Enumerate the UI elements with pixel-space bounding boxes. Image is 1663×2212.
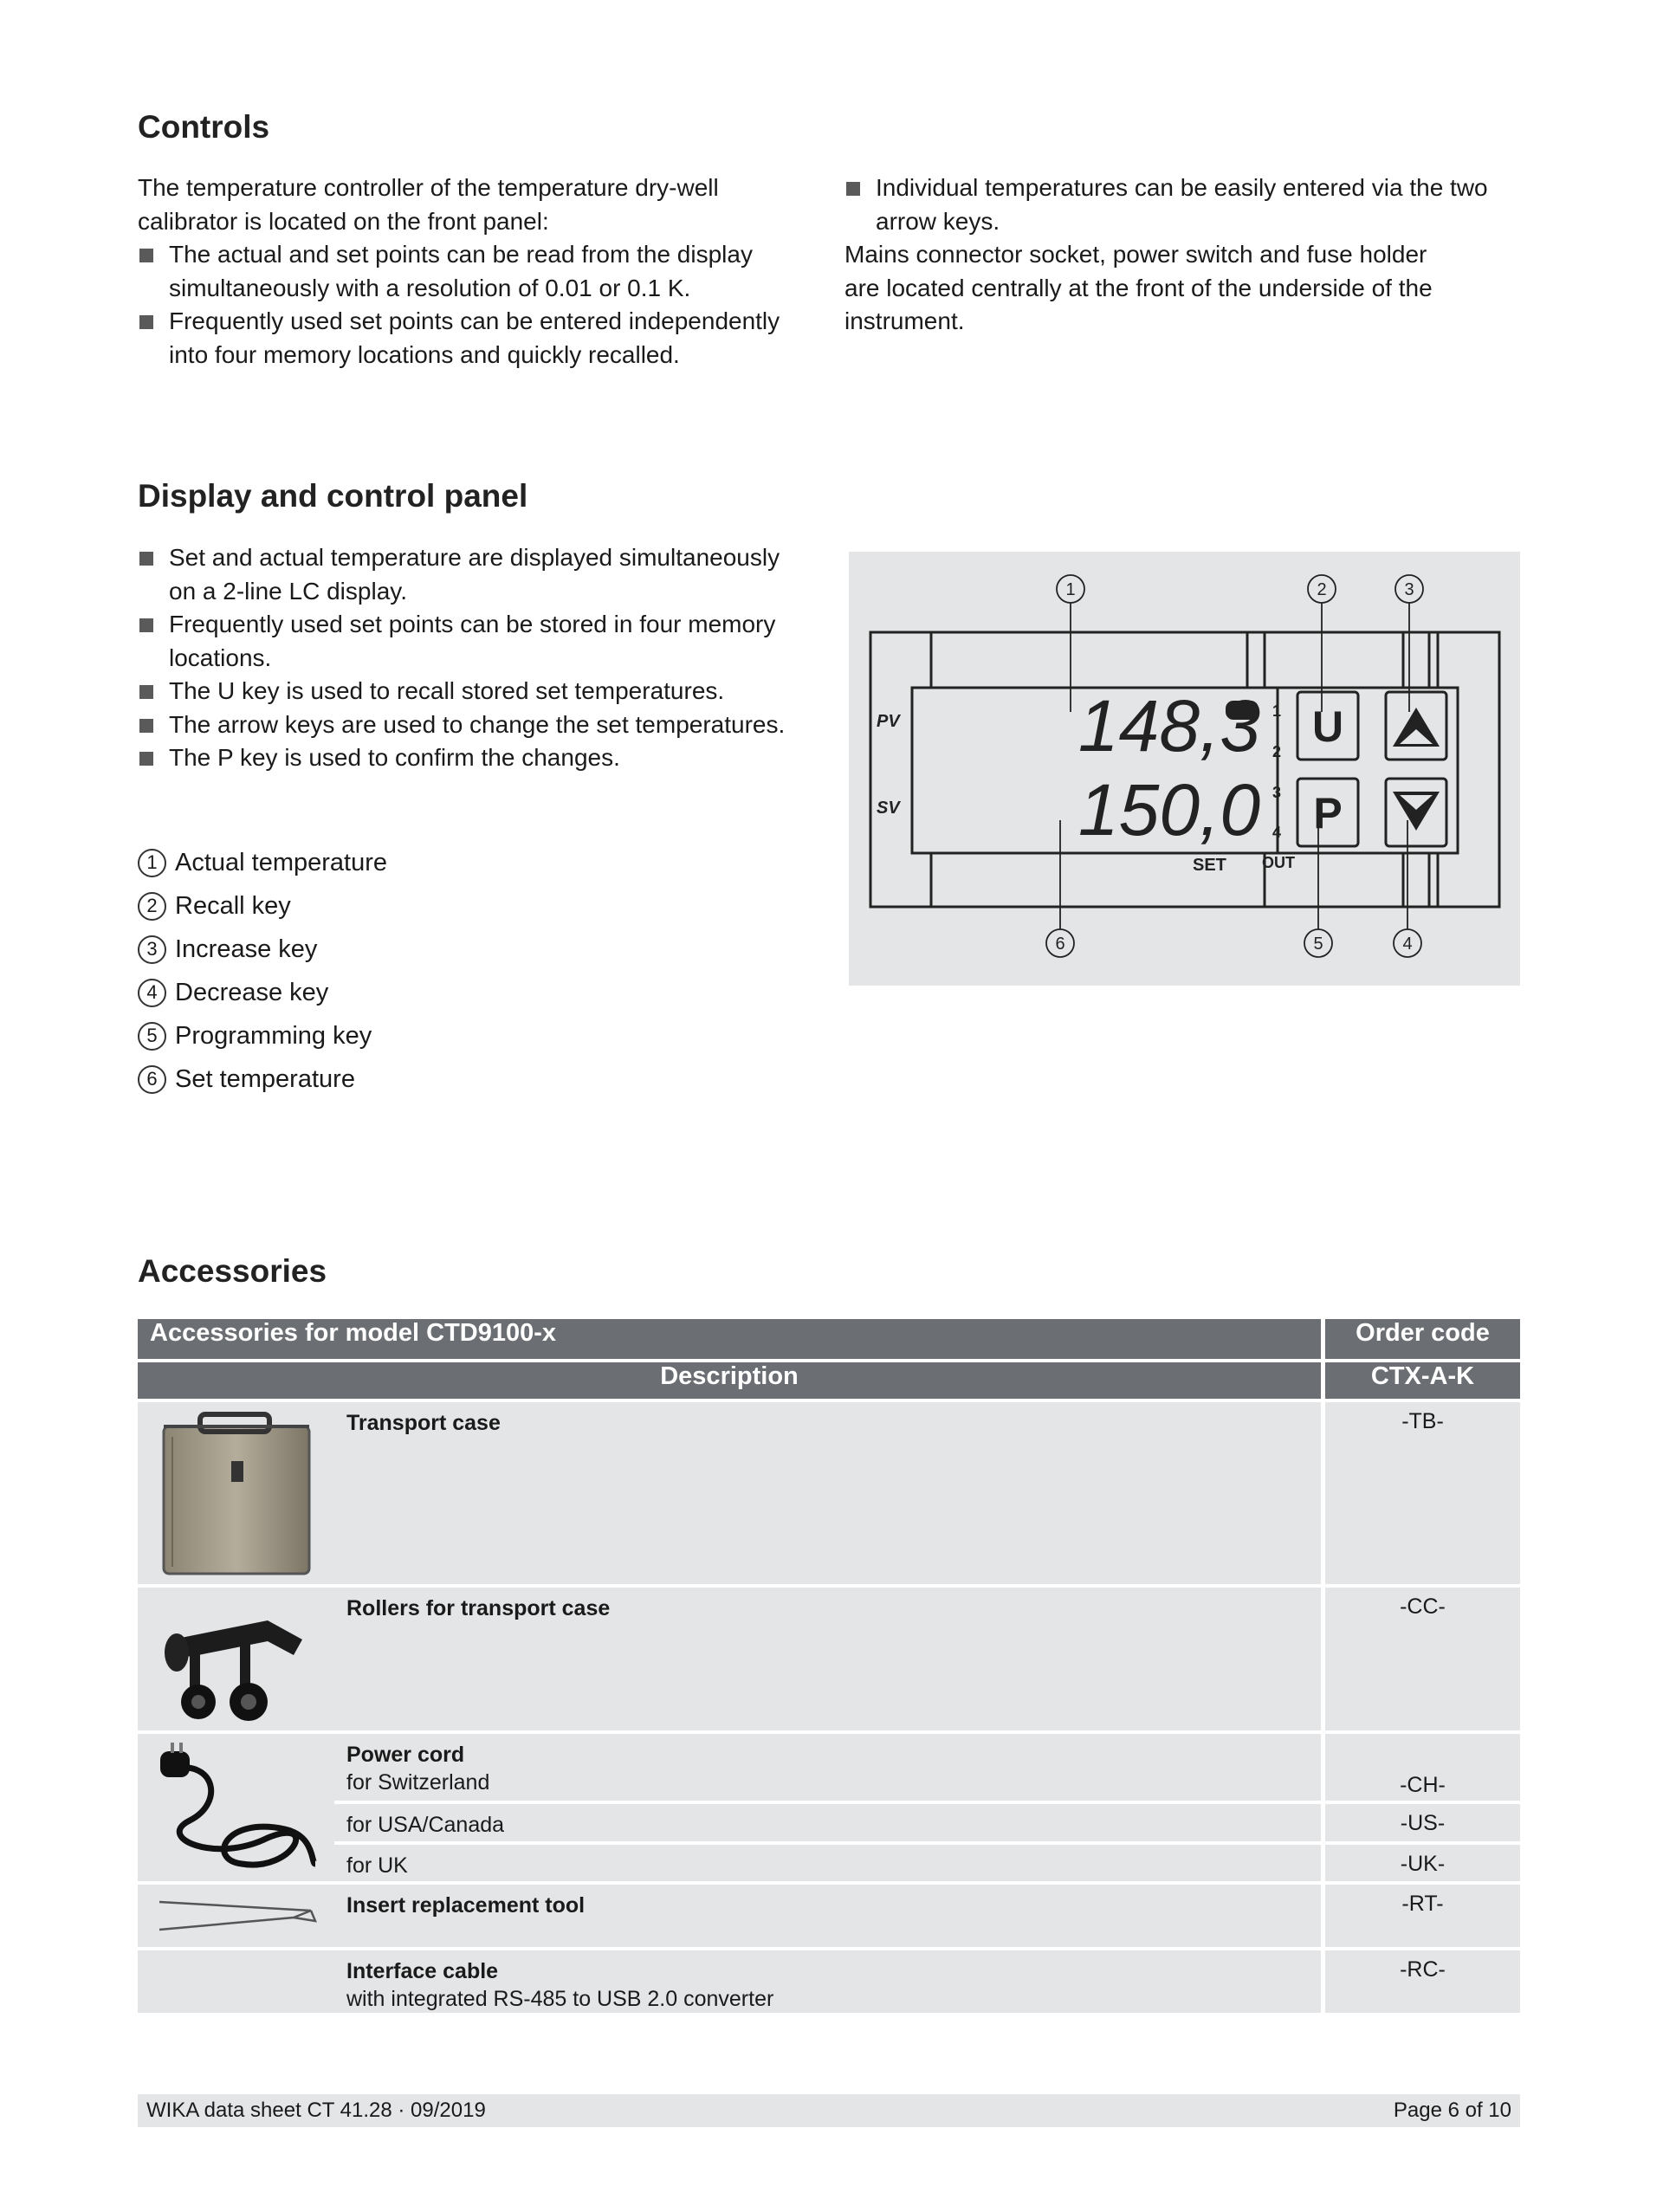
description-cell (334, 1947, 1321, 2013)
pv-value: 148,3 (1077, 685, 1261, 766)
controls-mains-text: Mains connector socket, power switch and fuse holder are located centrally at the front of the underside of the instrument. (844, 241, 1433, 334)
set-label: SET (1193, 856, 1226, 875)
memory-number: 4 (1272, 824, 1282, 841)
table-row (138, 1584, 1520, 1730)
product-image-cell (138, 1399, 334, 1584)
sv-label: SV (877, 799, 900, 818)
legend-item-decrease-key (138, 975, 328, 1010)
footer-page-number: Page 6 of 10 (1393, 2099, 1511, 2122)
section-heading-controls: Controls (138, 109, 270, 145)
legend-item-programming-key (138, 1019, 372, 1053)
description-cell (334, 1881, 1321, 1947)
display-bullet: The U key is used to recall stored set temperatures. (138, 675, 805, 708)
controls-bullet: The actual and set points can be read from the display simultaneously with a resolution of 0.01 or 0.1 K. (138, 238, 805, 305)
out-label: OUT (1262, 854, 1295, 871)
controls-left-column (138, 171, 805, 372)
table-row (138, 1730, 1520, 1801)
table-subheader-row (138, 1359, 1520, 1399)
footer-datasheet: WIKA data sheet CT 41.28 · 09/2019 (146, 2099, 486, 2122)
accessories-table (138, 1319, 1520, 2013)
table-row (138, 1801, 1520, 1840)
display-bullet: The arrow keys are used to change the set temperatures. (138, 708, 805, 742)
rollers-icon (138, 1588, 334, 1726)
legend-item-increase-key (138, 932, 317, 967)
code-prefix: CTX-A-K (1321, 1359, 1520, 1399)
callout-1: 1 (1065, 580, 1076, 599)
controls-right-column (844, 171, 1520, 339)
order-code: -RT- (1321, 1881, 1520, 1947)
description-header: Description (138, 1359, 1321, 1399)
transport-case-icon (138, 1402, 334, 1580)
section-heading-accessories: Accessories (138, 1253, 327, 1289)
callout-number: 2 (138, 892, 166, 921)
order-code: -UK- (1321, 1841, 1520, 1881)
callout-2: 2 (1317, 580, 1327, 599)
product-name: Interface cable (346, 1959, 499, 1983)
callout-3: 3 (1404, 580, 1414, 599)
product-name: Insert replacement tool (346, 1893, 586, 1918)
table-header-row (138, 1319, 1520, 1359)
legend-label: Actual temperature (175, 848, 388, 876)
order-code: -US- (1321, 1801, 1520, 1840)
controls-bullet: Frequently used set points can be entered independently into four memory locations and quickly recalled. (138, 305, 805, 372)
pv-label: PV (877, 712, 900, 731)
order-code-header: Order code (1321, 1319, 1520, 1359)
power-cord-icon (138, 1734, 334, 1877)
legend-label: Set temperature (175, 1064, 355, 1093)
legend-label: Programming key (175, 1021, 372, 1050)
callout-number: 1 (138, 849, 166, 877)
legend-label: Increase key (175, 935, 318, 963)
display-bullet: The P key is used to confirm the changes. (138, 741, 805, 775)
legend-label: Decrease key (175, 978, 329, 1006)
memory-number: 1 (1272, 702, 1282, 720)
variant-label: for Switzerland (346, 1770, 490, 1795)
u-key-label: U (1311, 702, 1344, 751)
display-bullet: Set and actual temperature are displayed simultaneously on a 2-line LC display. (138, 541, 805, 608)
legend-item-actual-temperature (138, 845, 387, 880)
replacement-tool-icon (138, 1885, 334, 1943)
callout-5: 5 (1313, 935, 1323, 954)
callout-4: 4 (1402, 935, 1413, 954)
callout-6: 6 (1055, 935, 1065, 954)
controls-intro: The temperature controller of the temperature dry-well calibrator is located on the front panel: (138, 174, 719, 235)
control-panel-diagram (849, 552, 1520, 986)
section-heading-display-panel: Display and control panel (138, 478, 528, 514)
page-footer (138, 2094, 1520, 2127)
description-cell (334, 1399, 1321, 1584)
table-row (138, 1841, 1520, 1881)
callout-number: 5 (138, 1022, 166, 1051)
description-cell (334, 1730, 1321, 1801)
memory-number: 3 (1272, 784, 1282, 801)
legend-item-recall-key (138, 889, 291, 923)
order-code: -RC- (1321, 1947, 1520, 2013)
sv-value: 150,0 (1077, 769, 1261, 851)
description-cell: for UK (334, 1841, 1321, 1881)
table-row (138, 1947, 1520, 2013)
callout-number: 6 (138, 1065, 166, 1094)
memory-number: 2 (1272, 743, 1282, 760)
product-image-cell (138, 1881, 334, 1947)
table-row (138, 1881, 1520, 1947)
order-code: -TB- (1321, 1399, 1520, 1584)
legend-label: Recall key (175, 891, 291, 920)
legend-item-set-temperature (138, 1062, 355, 1096)
control-panel-figure (849, 552, 1520, 986)
product-subtext: with integrated RS-485 to USB 2.0 converter (346, 1987, 774, 2011)
callout-number: 3 (138, 935, 166, 964)
description-cell: for USA/Canada (334, 1801, 1321, 1840)
table-title: Accessories for model CTD9100-x (138, 1319, 1321, 1359)
callout-number: 4 (138, 979, 166, 1007)
display-bullets (138, 541, 805, 775)
order-code: -CH- (1321, 1730, 1520, 1801)
display-bullet: Frequently used set points can be stored in four memory locations. (138, 608, 805, 675)
product-name: Power cord (346, 1743, 465, 1767)
product-image-cell (138, 1947, 334, 2013)
table-row (138, 1399, 1520, 1584)
description-cell (334, 1584, 1321, 1730)
product-name: Transport case (346, 1411, 501, 1435)
order-code: -CC- (1321, 1584, 1520, 1730)
p-key-label: P (1313, 789, 1343, 838)
product-name: Rollers for transport case (346, 1596, 611, 1620)
product-image-cell (138, 1584, 334, 1730)
product-image-cell (138, 1730, 334, 1881)
controls-bullet: Individual temperatures can be easily entered via the two arrow keys. (844, 171, 1520, 238)
